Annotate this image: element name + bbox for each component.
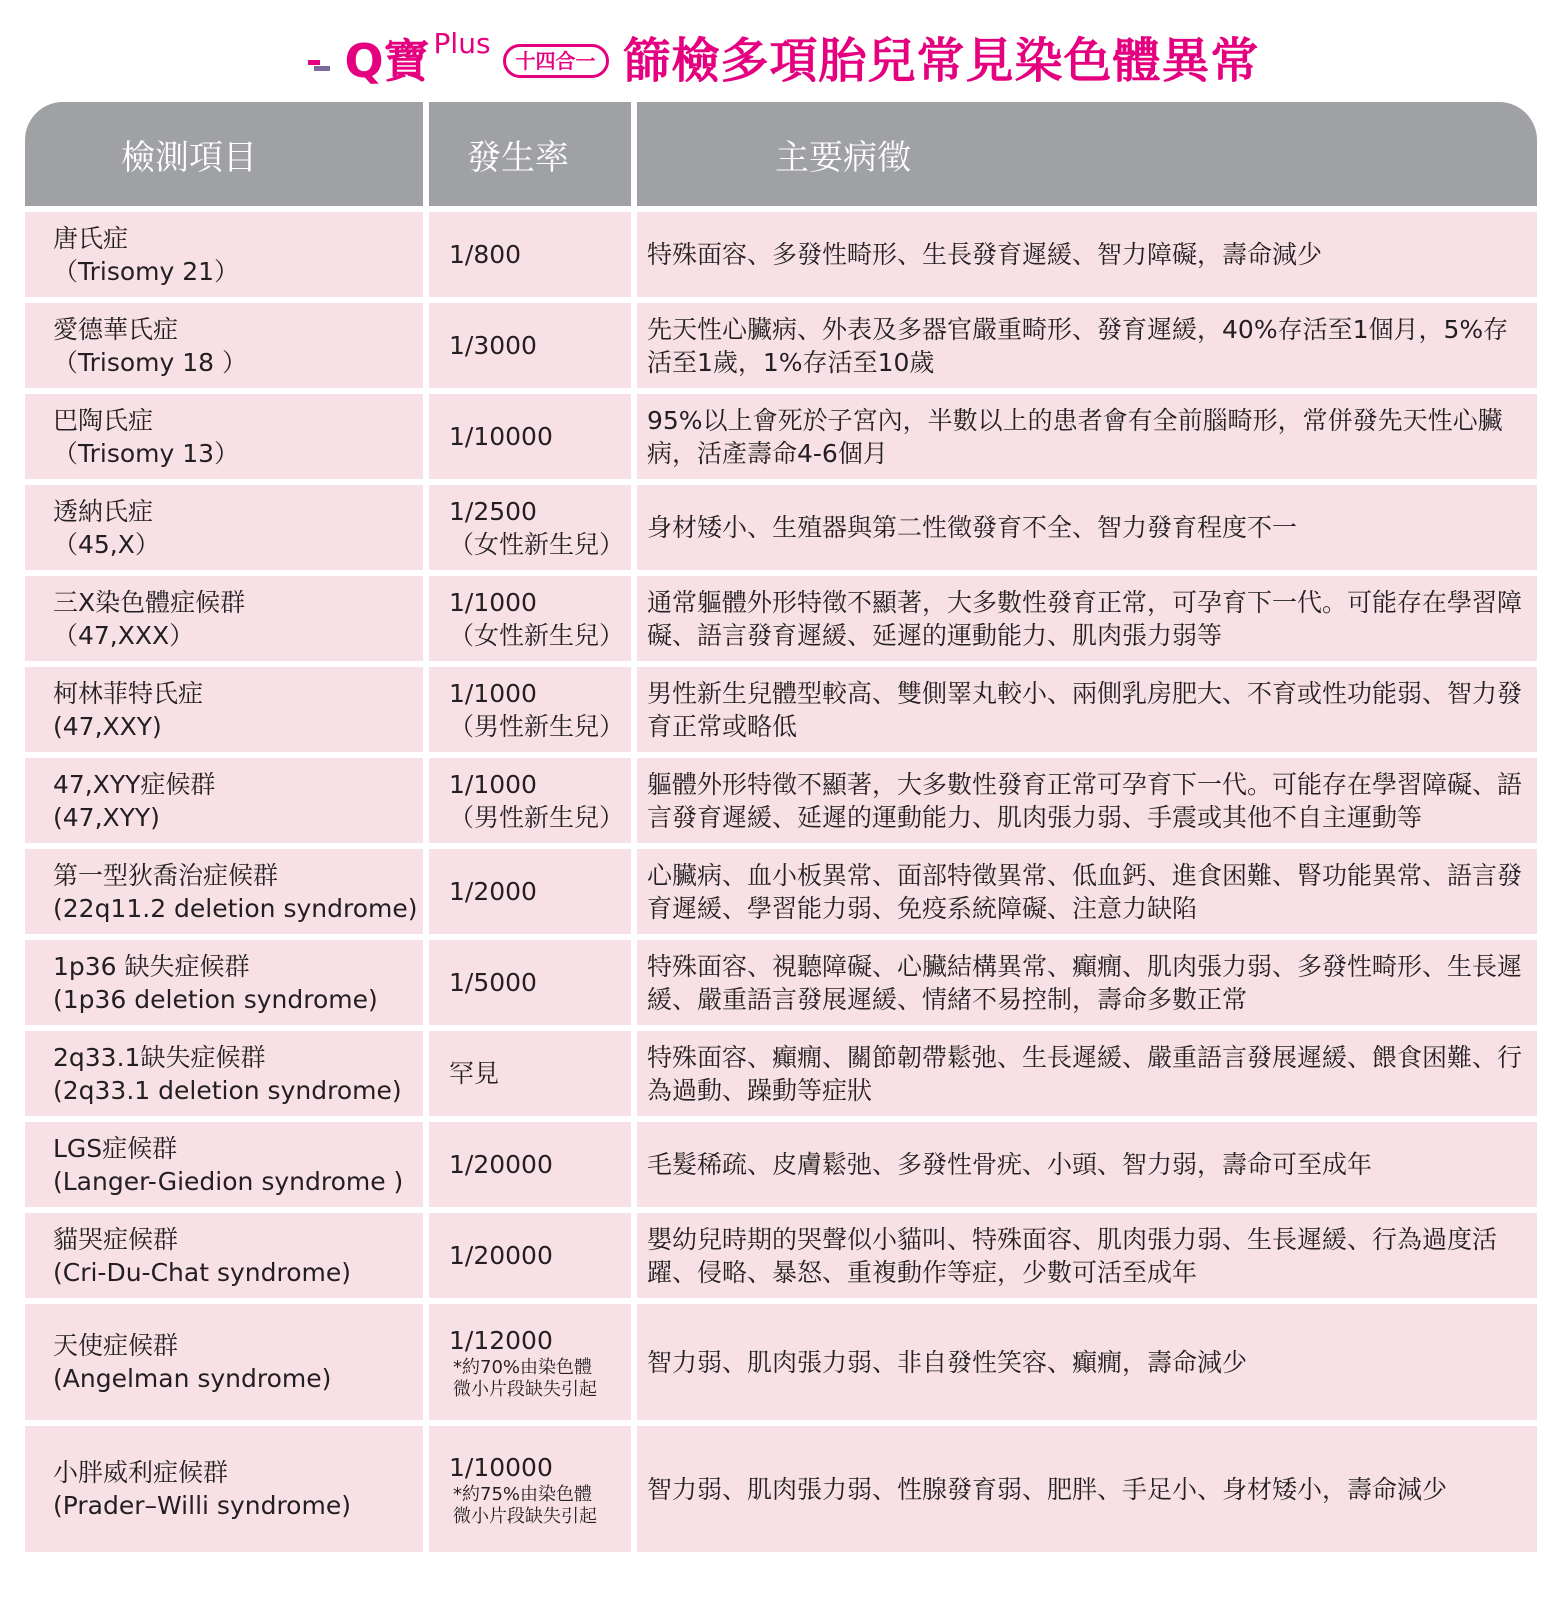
- item-alt: (Cri-Du-Chat syndrome): [53, 1257, 351, 1287]
- rate-cell: [429, 212, 631, 297]
- rate-value: 1/2500: [449, 496, 537, 526]
- rate-note: [449, 1357, 631, 1401]
- symptoms-cell: 特殊面容、癲癇、關節韌帶鬆弛、生長遲緩、嚴重語言發展遲緩、餵食困難、行為過動、躁動等症狀: [637, 1031, 1537, 1116]
- symptoms-cell: 毛髮稀疏、皮膚鬆弛、多發性骨疣、小頭、智力弱，壽命可至成年: [637, 1122, 1537, 1207]
- rate-note-line1: *約70%由染色體: [453, 1356, 593, 1378]
- symptoms-cell: 先天性心臟病、外表及多器官嚴重畸形、發育遲緩，40%存活至1個月，5%存活至1歲，1%存活至10歲: [637, 303, 1537, 388]
- header-item: 檢測項目: [25, 102, 423, 206]
- rate-cell: [429, 849, 631, 934]
- table-row: [25, 940, 1537, 1025]
- table-row: [25, 212, 1537, 297]
- rate-value: 1/2000: [449, 877, 537, 906]
- item-cell: [25, 576, 423, 661]
- item-alt: (47,XYY): [53, 802, 160, 832]
- rate-note-line2: 微小片段缺失引起: [453, 1505, 597, 1527]
- rate-sub: （男性新生兒）: [449, 802, 625, 832]
- item-name: 小胖威利症候群: [53, 1458, 229, 1487]
- symptoms-cell: 軀體外形特徵不顯著，大多數性發育正常可孕育下一代。可能存在學習障礙、語言發育遲緩、延遲的運動能力、肌肉張力弱、手震或其他不自主運動等: [637, 758, 1537, 843]
- item-alt: (Prader–Willi syndrome): [53, 1491, 351, 1520]
- item-name: 2q33.1缺失症候群: [53, 1042, 266, 1072]
- header-rate: 發生率: [429, 102, 631, 206]
- item-name: 47,XYY症候群: [53, 769, 216, 799]
- item-name: 巴陶氏症: [53, 405, 154, 435]
- item-name: 貓哭症候群: [53, 1224, 179, 1254]
- rate-cell: [429, 940, 631, 1025]
- rate-cell: [429, 1031, 631, 1116]
- item-cell: [25, 303, 423, 388]
- brand-sup: Plus: [433, 27, 491, 60]
- table-row: [25, 849, 1537, 934]
- symptoms-cell: 特殊面容、多發性畸形、生長發育遲緩、智力障礙，壽命減少: [637, 212, 1537, 297]
- table-row: [25, 576, 1537, 661]
- rate-value: 1/20000: [449, 1150, 553, 1179]
- symptoms-cell: 智力弱、肌肉張力弱、非自發性笑容、癲癇，壽命減少: [637, 1304, 1537, 1420]
- rate-cell: [429, 1122, 631, 1207]
- rate-cell: [429, 1426, 631, 1552]
- item-alt: （Trisomy 18 ）: [53, 347, 247, 377]
- rate-cell: [429, 758, 631, 843]
- rate-note: [449, 1484, 631, 1528]
- rate-cell: [429, 1304, 631, 1420]
- rate-sub: （男性新生兒）: [449, 711, 625, 741]
- headline: 篩檢多項胎兒常見染色體異常: [622, 33, 1260, 89]
- rate-value: 1/10000: [449, 422, 553, 451]
- brand-name: Q寶 Plus: [344, 27, 491, 88]
- item-alt: （47,XXX）: [53, 620, 195, 650]
- item-cell: [25, 485, 423, 570]
- table-row: [25, 394, 1537, 479]
- symptoms-cell: 特殊面容、視聽障礙、心臟結構異常、癲癇、肌肉張力弱、多發性畸形、生長遲緩、嚴重語言發展遲緩、情緒不易控制，壽命多數正常: [637, 940, 1537, 1025]
- item-cell: [25, 667, 423, 752]
- item-alt: (Angelman syndrome): [53, 1364, 332, 1393]
- item-name: 三X染色體症候群: [53, 587, 246, 617]
- rate-value: 1/800: [449, 240, 522, 269]
- rate-value: 罕見: [449, 1059, 500, 1088]
- item-name: 1p36 缺失症候群: [53, 951, 250, 981]
- item-cell: [25, 1213, 423, 1298]
- item-alt: (2q33.1 deletion syndrome): [53, 1075, 402, 1105]
- table-row: [25, 1031, 1537, 1116]
- rate-value: 1/1000: [449, 769, 537, 799]
- rate-cell: [429, 576, 631, 661]
- item-alt: （Trisomy 21）: [53, 256, 240, 286]
- rate-value: 1/3000: [449, 331, 537, 360]
- symptoms-cell: 心臟病、血小板異常、面部特徵異常、低血鈣、進食困難、腎功能異常、語言發育遲緩、學習能力弱、免疫系統障礙、注意力缺陷: [637, 849, 1537, 934]
- item-alt: (22q11.2 deletion syndrome): [53, 893, 418, 923]
- item-name: 天使症候群: [53, 1331, 179, 1360]
- symptoms-cell: 男性新生兒體型較高、雙側睪丸較小、兩側乳房肥大、不育或性功能弱、智力發育正常或略低: [637, 667, 1537, 752]
- rate-cell: [429, 667, 631, 752]
- item-cell: [25, 212, 423, 297]
- item-name: 透納氏症: [53, 496, 154, 526]
- rate-sub: （女性新生兒）: [449, 620, 625, 650]
- item-cell: [25, 1031, 423, 1116]
- table-row: [25, 303, 1537, 388]
- rate-cell: [429, 394, 631, 479]
- symptoms-cell: 嬰幼兒時期的哭聲似小貓叫、特殊面容、肌肉張力弱、生長遲緩、行為過度活躍、侵略、暴怒、重複動作等症，少數可活至成年: [637, 1213, 1537, 1298]
- page-title: [0, 22, 1564, 100]
- item-alt: (Langer-Giedion syndrome ): [53, 1166, 404, 1196]
- header-symptoms: 主要病徵: [637, 102, 1537, 206]
- item-cell: [25, 1426, 423, 1552]
- table-header: [25, 102, 1537, 206]
- rate-value: 1/10000: [449, 1452, 553, 1482]
- rate-cell: [429, 1213, 631, 1298]
- table-row: [25, 1426, 1537, 1552]
- item-cell: [25, 940, 423, 1025]
- rate-value: 1/1000: [449, 587, 537, 617]
- rate-sub: （女性新生兒）: [449, 529, 625, 559]
- symptoms-cell: 通常軀體外形特徵不顯著，大多數性發育正常，可孕育下一代。可能存在學習障礙、語言發育遲緩、延遲的運動能力、肌肉張力弱等: [637, 576, 1537, 661]
- rate-value: 1/1000: [449, 678, 537, 708]
- table-row: [25, 758, 1537, 843]
- item-name: 唐氏症: [53, 223, 129, 253]
- combo-badge: 十四合一: [503, 44, 609, 78]
- item-alt: (47,XXY): [53, 711, 162, 741]
- rate-value: 1/12000: [449, 1325, 553, 1355]
- table-row: [25, 667, 1537, 752]
- table-row: [25, 1122, 1537, 1207]
- item-name: LGS症候群: [53, 1133, 178, 1163]
- symptoms-cell: 智力弱、肌肉張力弱、性腺發育弱、肥胖、手足小、身材矮小，壽命減少: [637, 1426, 1537, 1552]
- brand-mark-icon: [304, 46, 338, 76]
- item-alt: (1p36 deletion syndrome): [53, 984, 378, 1014]
- item-cell: [25, 758, 423, 843]
- symptoms-cell: 身材矮小、生殖器與第二性徵發育不全、智力發育程度不一: [637, 485, 1537, 570]
- rate-note-line2: 微小片段缺失引起: [453, 1378, 597, 1400]
- table-row: [25, 1213, 1537, 1298]
- rate-cell: [429, 303, 631, 388]
- item-name: 愛德華氏症: [53, 314, 179, 344]
- symptoms-cell: 95%以上會死於子宮內，半數以上的患者會有全前腦畸形，常併發先天性心臟病，活產壽命4-6個月: [637, 394, 1537, 479]
- item-alt: （Trisomy 13）: [53, 438, 240, 468]
- rate-note-line1: *約75%由染色體: [453, 1483, 593, 1505]
- item-cell: [25, 849, 423, 934]
- rate-value: 1/20000: [449, 1241, 553, 1270]
- table-row: [25, 485, 1537, 570]
- item-name: 第一型狄喬治症候群: [53, 860, 279, 890]
- item-cell: [25, 1122, 423, 1207]
- item-alt: （45,X）: [53, 529, 160, 559]
- table-row: [25, 1304, 1537, 1420]
- rate-value: 1/5000: [449, 968, 537, 997]
- rate-cell: [429, 485, 631, 570]
- item-cell: [25, 394, 423, 479]
- disorder-table: [25, 102, 1537, 1552]
- item-cell: [25, 1304, 423, 1420]
- item-name: 柯林菲特氏症: [53, 678, 204, 708]
